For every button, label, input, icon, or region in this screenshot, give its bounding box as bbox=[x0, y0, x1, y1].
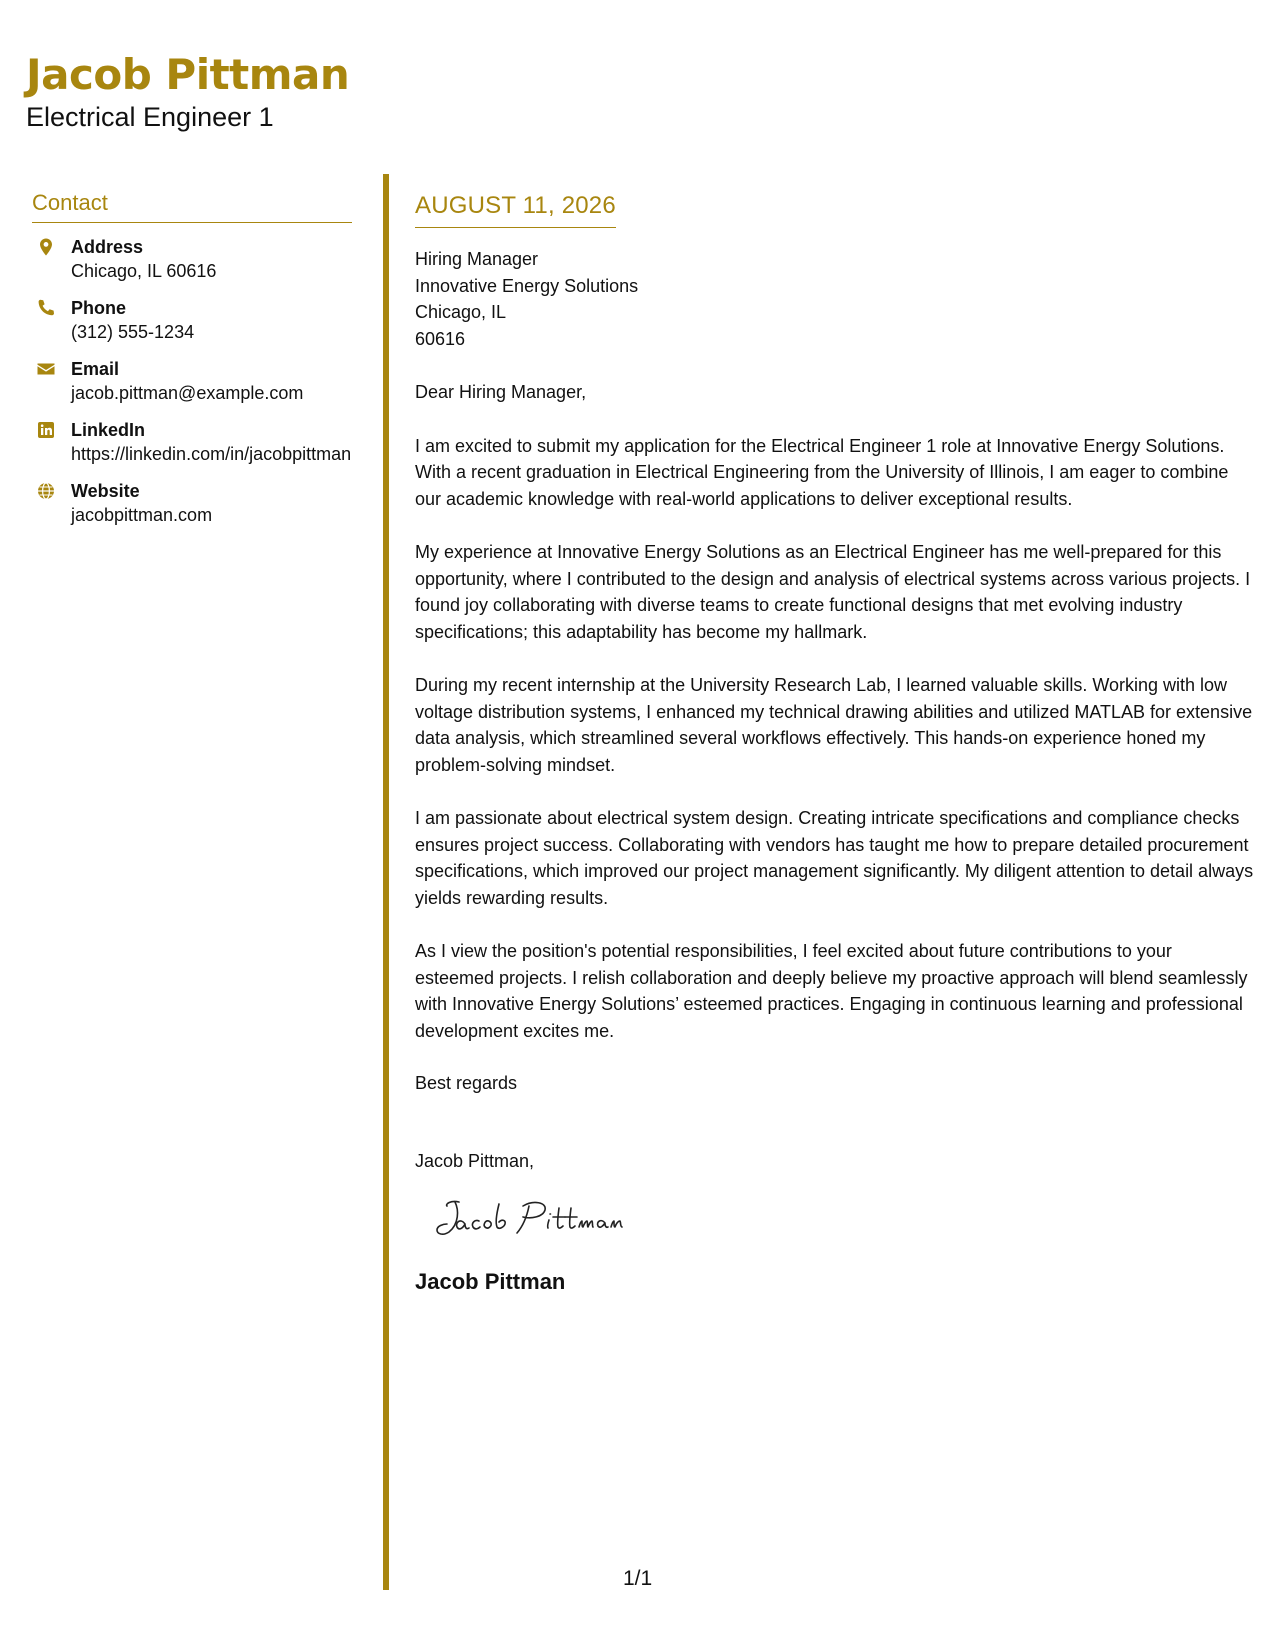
signoff-name: Jacob Pittman, bbox=[415, 1150, 535, 1171]
salutation: Dear Hiring Manager, bbox=[415, 382, 587, 402]
contact-item-address bbox=[32, 235, 352, 284]
globe-icon bbox=[36, 481, 56, 501]
page-number: 1/1 bbox=[623, 1567, 653, 1590]
body-paragraph: I am passionate about electrical system design. Creating intricate specifications and compliance checks ensures project success. Collaborating with vendors has taught me how to prepare detailed procurement specifications, which improved our project management significantly. My diligent attention to detail always yields rewarding results. bbox=[415, 808, 1254, 908]
recipient-line: Hiring Manager bbox=[415, 249, 539, 269]
body-paragraph: My experience at Innovative Energy Solutions as an Electrical Engineer has me well-prepared for this opportunity, where I contributed to the design and analysis of electrical systems across various projects. I found joy collaborating with diverse teams to create functional designs that met evolving industry specifications; this adaptability has become my hallmark. bbox=[415, 542, 1251, 642]
applicant-role: Electrical Engineer 1 bbox=[26, 102, 274, 132]
letter-date: AUGUST 11, 2026 bbox=[415, 190, 616, 228]
applicant-name: Jacob Pittman bbox=[26, 50, 350, 99]
letter-header bbox=[26, 48, 349, 134]
map-pin-icon bbox=[36, 237, 56, 257]
contact-sidebar bbox=[32, 188, 352, 528]
body-paragraph: During my recent internship at the University Research Lab, I learned valuable skills. Working with low voltage distribution systems, I enhanced my technical drawing abilities and utilized MATLAB for extensive data analysis, which streamlined several workflows effectively. This hands-on experience honed my problem-solving mindset. bbox=[415, 675, 1253, 775]
contact-item-linkedin bbox=[32, 418, 352, 467]
contact-value: Chicago, IL 60616 bbox=[71, 261, 217, 281]
vertical-divider bbox=[383, 174, 389, 1590]
recipient-line: Innovative Energy Solutions bbox=[415, 275, 639, 296]
contact-value[interactable]: jacobpittman.com bbox=[71, 505, 213, 525]
contact-label: Address bbox=[71, 237, 144, 257]
recipient-block bbox=[415, 246, 1255, 352]
contact-label: Phone bbox=[71, 298, 127, 318]
contact-item-website bbox=[32, 479, 352, 528]
email-icon bbox=[36, 359, 56, 379]
contact-heading: Contact bbox=[32, 188, 352, 223]
contact-value: jacob.pittman@example.com bbox=[71, 383, 304, 403]
handwritten-signature bbox=[425, 1192, 675, 1246]
contact-item-phone bbox=[32, 296, 352, 345]
recipient-line: 60616 bbox=[415, 328, 466, 349]
contact-value: (312) 555-1234 bbox=[71, 322, 195, 342]
closing: Best regards bbox=[415, 1073, 518, 1093]
recipient-line: Chicago, IL bbox=[415, 302, 507, 322]
body-paragraph: I am excited to submit my application for the Electrical Engineer 1 role at Innovative Energy Solutions. With a recent graduation in Electrical Engineering from the University of Illinois, I am eager to combine our academic knowledge with real-world applications to deliver exceptional results. bbox=[415, 435, 1229, 509]
printed-name: Jacob Pittman bbox=[415, 1269, 566, 1294]
letter-body bbox=[415, 190, 1255, 1297]
contact-label: Email bbox=[71, 359, 120, 379]
contact-label: Website bbox=[71, 481, 140, 501]
body-paragraph: As I view the position's potential responsibilities, I feel excited about future contributions to your esteemed projects. I relish collaboration and deeply believe my proactive approach will blend seamlessly with Innovative Energy Solutions’ esteemed practices. Engaging in continuous learning and professional development excites me. bbox=[415, 941, 1248, 1041]
linkedin-icon bbox=[36, 420, 56, 440]
contact-item-email bbox=[32, 357, 352, 406]
contact-label: LinkedIn bbox=[71, 420, 146, 440]
contact-value[interactable]: https://linkedin.com/in/jacobpittman bbox=[71, 444, 352, 464]
phone-icon bbox=[36, 298, 56, 318]
